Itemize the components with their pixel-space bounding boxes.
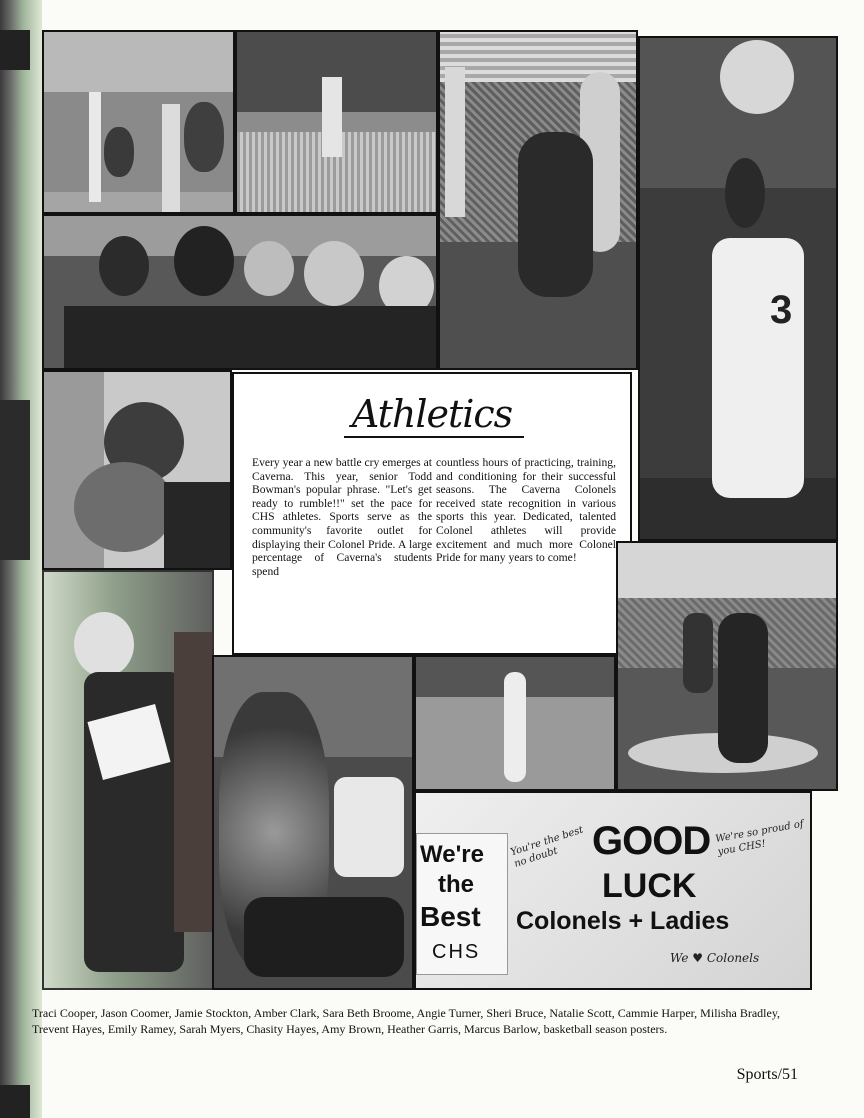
photo-runner: [414, 655, 616, 791]
photo-girl-basketball: [42, 370, 232, 570]
poster-good: GOOD: [592, 819, 711, 863]
poster-best: Best: [420, 901, 481, 932]
article-column-left: Every year a new battle cry emerges at Caverna. This year, senior Todd Bowman's popular phrase. "Let's get ready to rumble!!" set the pace for CHS athletes. Sports serve as the community's favorite outlet for displaying their Colonel Pride. A large percentage of Caverna's students spend: [252, 456, 432, 578]
poster-chs: CHS: [432, 941, 481, 963]
photo-good-luck-poster: [414, 791, 812, 990]
photo-student-papers: [42, 570, 214, 990]
photo-tennis: [235, 30, 438, 214]
jersey-number: 3: [770, 288, 793, 332]
photo-baseball-catcher: [438, 30, 638, 370]
page-binding-edge: [0, 0, 42, 1118]
poster-luck: LUCK: [602, 867, 697, 905]
article-column-right: countless hours of practicing, training, and conditioning for their successful seasons. The Caverna Colonels received state recognition in various sports this year. Dedicated, talented Colonel athletes will provide excitement and much more Colonel Pride for many years to come!: [436, 456, 616, 565]
poster-note-left: You're the best no doubt: [509, 824, 585, 870]
poster-note-right: We're so proud of you CHS!: [714, 818, 805, 858]
poster-were: We're: [420, 841, 484, 868]
article-textbox: [232, 372, 632, 655]
poster-colonels-ladies: Colonels + Ladies: [516, 907, 730, 935]
poster-the: the: [438, 871, 474, 898]
photo-basketball-player: [638, 36, 838, 541]
photo-caption: Traci Cooper, Jason Coomer, Jamie Stockton, Amber Clark, Sara Beth Broome, Angie Turner, Sheri Bruce, Natalie Scott, Cammie Harper, Milisha Bradley, Trevent Hayes, Emily Ramey, Sarah Myers, Chasity Hayes, Amy Brown, Heather Garris, Marcus Barlow, basketball season posters.: [32, 1006, 781, 1036]
photo-cheerleaders: [212, 655, 414, 990]
article-heading: Athletics: [351, 392, 513, 436]
heading-flourish: [344, 436, 524, 438]
photo-shot-put: [616, 541, 838, 791]
poster-we-love-colonels: We ♥ Colonels: [670, 951, 760, 965]
photo-fans-bleachers: [42, 214, 438, 370]
photo-golf: [42, 30, 235, 214]
page-number: Sports/51: [736, 1066, 798, 1083]
